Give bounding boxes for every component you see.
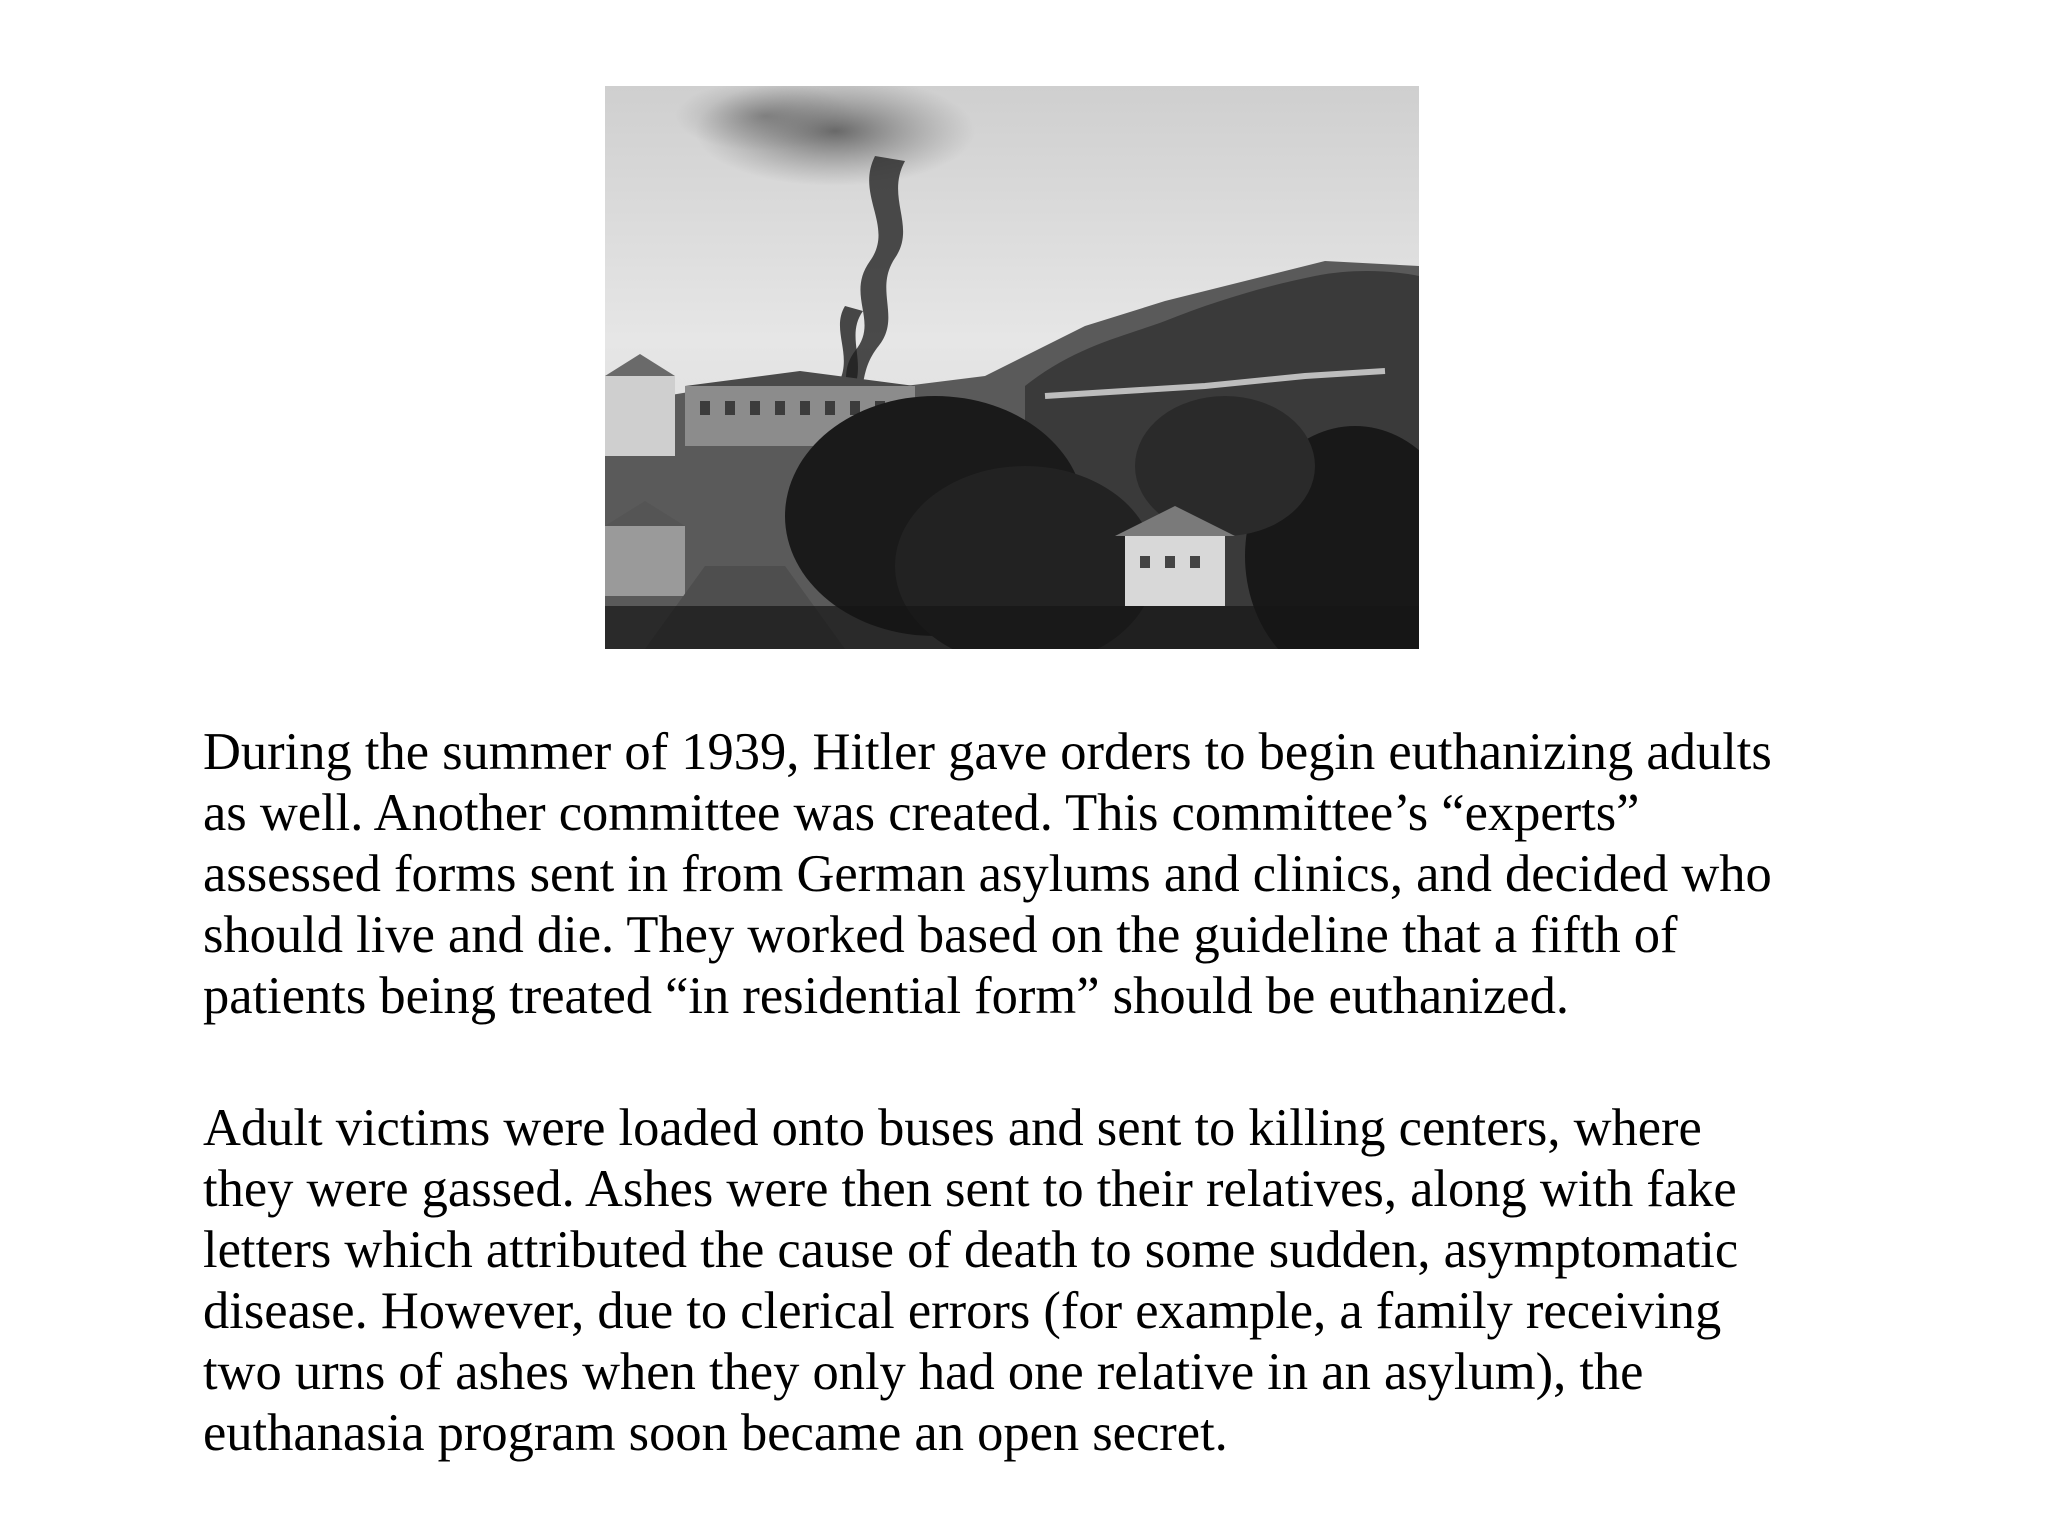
paragraph-2 <box>203 1098 2003 1464</box>
paragraph-line: Adult victims were loaded onto buses and sent to killing centers, where <box>203 1099 1702 1157</box>
paragraph-line: as well. Another committee was created. This committee’s “experts” <box>203 784 1640 842</box>
paragraph-line: During the summer of 1939, Hitler gave orders to begin euthanizing adults <box>203 723 1772 781</box>
paragraph-line: they were gassed. Ashes were then sent to their relatives, along with fake <box>203 1160 1737 1218</box>
paragraph-line: disease. However, due to clerical errors (for example, a family receiving <box>203 1282 1722 1340</box>
paragraph-line: two urns of ashes when they only had one relative in an asylum), the <box>203 1343 1644 1401</box>
paragraph-line: euthanasia program soon became an open secret. <box>203 1404 1228 1462</box>
paragraph-1 <box>203 722 2003 1027</box>
paragraph-line: should live and die. They worked based on the guideline that a fifth of <box>203 906 1678 964</box>
historical-photo <box>605 86 1419 649</box>
paragraph-line: letters which attributed the cause of death to some sudden, asymptomatic <box>203 1221 1739 1279</box>
paragraph-line: assessed forms sent in from German asylums and clinics, and decided who <box>203 845 1772 903</box>
paragraph-line: patients being treated “in residential form” should be euthanized. <box>203 967 1569 1025</box>
